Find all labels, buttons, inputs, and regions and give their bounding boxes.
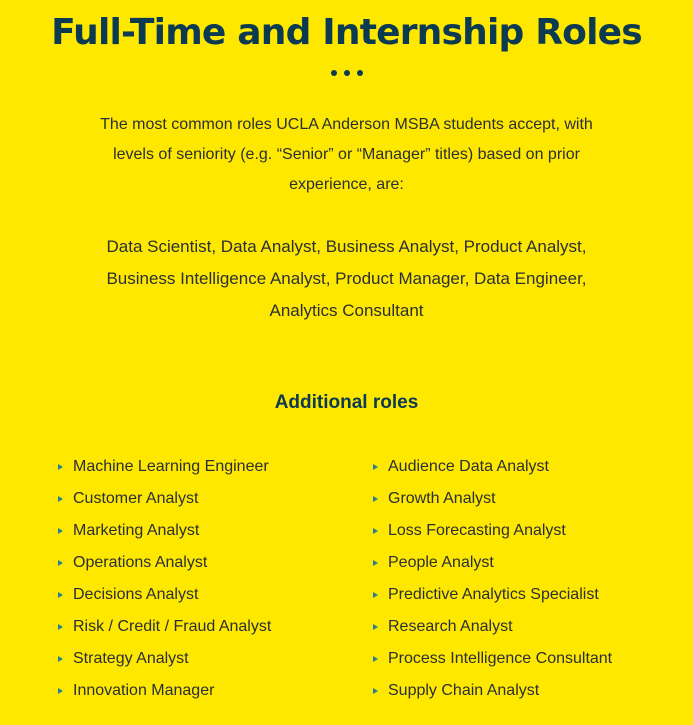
- triangle-bullet-icon: [373, 624, 378, 630]
- triangle-bullet-icon: [373, 688, 378, 694]
- triangle-bullet-icon: [373, 656, 378, 662]
- list-item: [373, 451, 673, 483]
- list-item: [373, 643, 673, 675]
- list-item-label: Innovation Manager: [73, 682, 215, 699]
- ellipsis-divider: [0, 70, 693, 76]
- list-item: [373, 483, 673, 515]
- list-item-label: Research Analyst: [388, 618, 513, 635]
- list-item: [58, 643, 358, 675]
- triangle-bullet-icon: [58, 592, 63, 598]
- triangle-bullet-icon: [58, 496, 63, 502]
- dot-icon: [331, 70, 337, 76]
- triangle-bullet-icon: [58, 656, 63, 662]
- list-item: [373, 579, 673, 611]
- list-item: [58, 547, 358, 579]
- triangle-bullet-icon: [373, 592, 378, 598]
- intro-paragraph: The most common roles UCLA Anderson MSBA students accept, with levels of seniority (e.g. “Senior” or “Manager” titles) based on prior experience, are:: [100, 116, 593, 193]
- list-item-label: Strategy Analyst: [73, 650, 189, 667]
- list-item-label: Machine Learning Engineer: [73, 458, 269, 475]
- list-item: [373, 515, 673, 547]
- triangle-bullet-icon: [373, 560, 378, 566]
- list-item: [58, 483, 358, 515]
- list-item: [58, 611, 358, 643]
- triangle-bullet-icon: [58, 560, 63, 566]
- list-item: [373, 611, 673, 643]
- list-item-label: Risk / Credit / Fraud Analyst: [73, 618, 272, 635]
- list-item-label: Predictive Analytics Specialist: [388, 586, 599, 603]
- triangle-bullet-icon: [373, 464, 378, 470]
- triangle-bullet-icon: [58, 528, 63, 534]
- list-item-label: Decisions Analyst: [73, 586, 199, 603]
- list-item-label: Audience Data Analyst: [388, 458, 549, 475]
- list-item: [58, 579, 358, 611]
- list-item-label: Growth Analyst: [388, 490, 496, 507]
- dot-icon: [344, 70, 350, 76]
- triangle-bullet-icon: [58, 688, 63, 694]
- dot-icon: [357, 70, 363, 76]
- additional-roles-list-right: [373, 451, 673, 707]
- triangle-bullet-icon: [373, 528, 378, 534]
- triangle-bullet-icon: [58, 624, 63, 630]
- list-item-label: Supply Chain Analyst: [388, 682, 540, 699]
- list-item: [373, 675, 673, 707]
- list-item-label: People Analyst: [388, 554, 494, 571]
- list-item-label: Process Intelligence Consultant: [388, 650, 613, 667]
- list-item: [58, 451, 358, 483]
- list-item: [58, 515, 358, 547]
- list-item-label: Customer Analyst: [73, 490, 199, 507]
- list-item-label: Marketing Analyst: [73, 522, 200, 539]
- additional-roles-heading: Additional roles: [274, 392, 419, 413]
- list-item: [373, 547, 673, 579]
- additional-roles-list-left: [58, 451, 358, 707]
- list-item: [58, 675, 358, 707]
- common-roles-paragraph: Data Scientist, Data Analyst, Business Analyst, Product Analyst, Business Intelligence Analyst, Product Manager, Data Engineer, Analytics Consultant: [106, 237, 587, 320]
- page-title: Full-Time and Internship Roles: [51, 12, 642, 53]
- triangle-bullet-icon: [58, 464, 63, 470]
- triangle-bullet-icon: [373, 496, 378, 502]
- list-item-label: Loss Forecasting Analyst: [388, 522, 566, 539]
- list-item-label: Operations Analyst: [73, 554, 208, 571]
